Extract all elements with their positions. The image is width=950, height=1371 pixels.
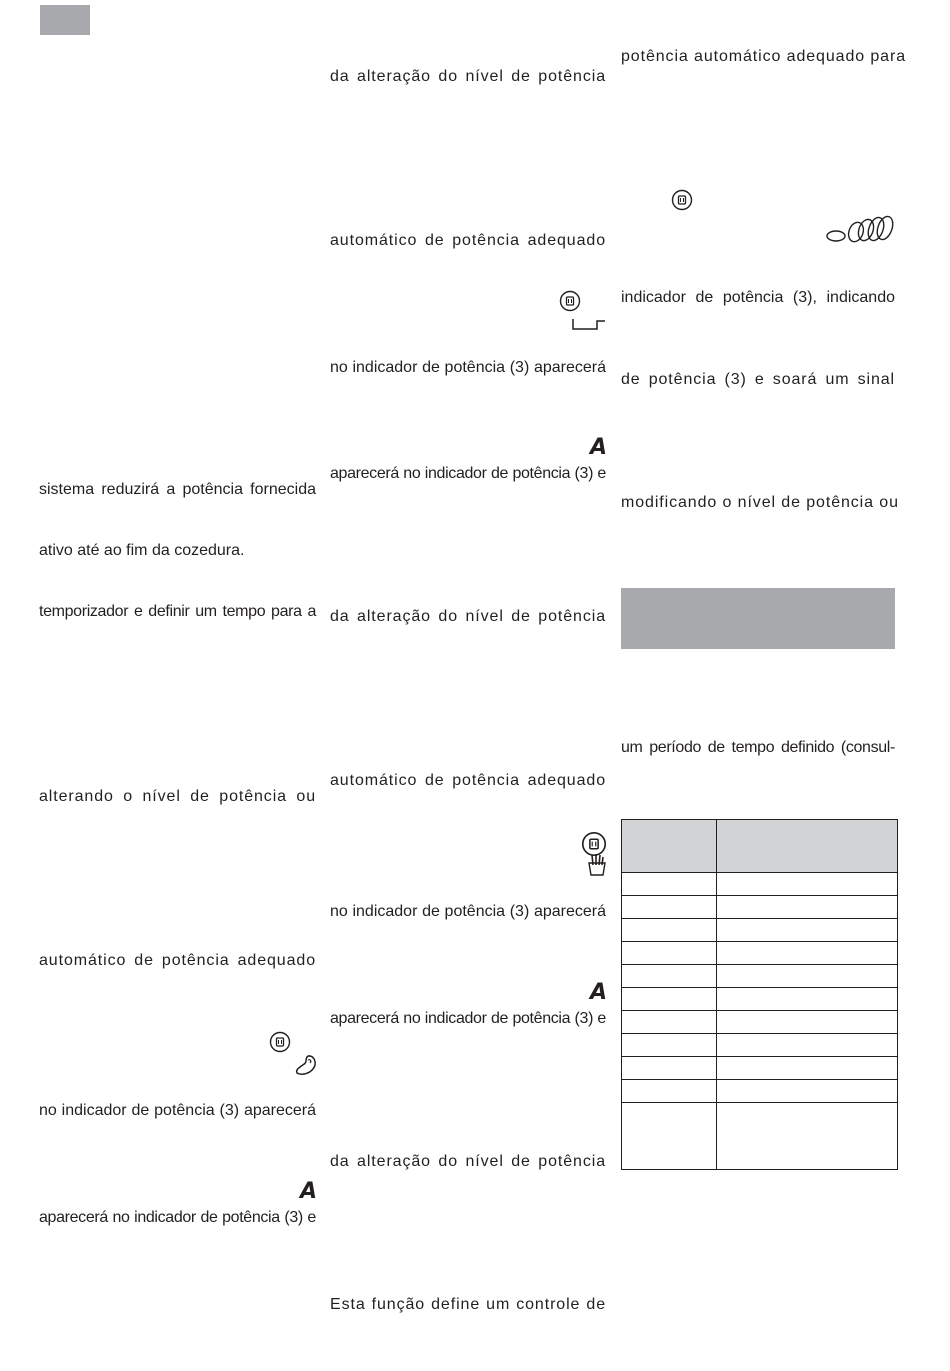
text-line: modificando o nível de potência ou [621, 494, 899, 511]
table-cell [622, 1080, 717, 1103]
table-cell [717, 873, 898, 896]
display-a-icon: A [300, 1179, 318, 1204]
text-line: aparecerá no indicador de potência (3) e [330, 1010, 606, 1027]
table-cell [717, 1103, 898, 1170]
text-line: temporizador e definir um tempo para a [39, 603, 316, 620]
text-line: um período de tempo definido (consul- [621, 739, 895, 756]
table-row [622, 942, 898, 965]
table-cell [717, 1011, 898, 1034]
display-a-icon: A [590, 435, 608, 460]
display-a-icon: A [590, 980, 608, 1005]
text-line: no indicador de potência (3) aparecerá [330, 359, 606, 376]
table-row [622, 896, 898, 919]
text-line: Esta função define um controle de [330, 1296, 606, 1313]
table-cell [717, 896, 898, 919]
table-row [622, 873, 898, 896]
table-cell [622, 1034, 717, 1057]
text-line: automático de potência adequado [330, 232, 606, 249]
table-row [622, 1057, 898, 1080]
table-row [622, 1011, 898, 1034]
text-line: alterando o nível de potência ou [39, 788, 316, 805]
table-cell [622, 942, 717, 965]
table-row [622, 1034, 898, 1057]
pot-program-icon [559, 290, 581, 312]
text-line: da alteração do nível de potência [330, 1153, 606, 1170]
pot-program-icon [671, 189, 693, 211]
table-row [622, 965, 898, 988]
table-cell [717, 1034, 898, 1057]
table-cell [717, 965, 898, 988]
text-line: ativo até ao fim da cozedura. [39, 542, 245, 559]
table-row [622, 1103, 898, 1170]
power-level-table [621, 819, 898, 1170]
text-line: no indicador de potência (3) aparecerá [39, 1102, 316, 1119]
pot-program-icon [269, 1031, 291, 1053]
header-tab [40, 5, 90, 35]
table-cell [717, 988, 898, 1011]
table-header-cell [622, 820, 717, 873]
text-line: da alteração do nível de potência [330, 608, 606, 625]
text-line: potência automático adequado para [621, 48, 907, 65]
text-line: da alteração do nível de potência [330, 68, 606, 85]
text-line: aparecerá no indicador de potência (3) e [330, 465, 606, 482]
table-cell [717, 1080, 898, 1103]
table-row [622, 919, 898, 942]
table-header-cell [717, 820, 898, 873]
table-cell [717, 919, 898, 942]
table-cell [622, 919, 717, 942]
text-line: indicador de potência (3), indicando [621, 289, 895, 306]
table-cell [622, 965, 717, 988]
text-line: automático de potência adequado [39, 952, 316, 969]
table-row [622, 1080, 898, 1103]
table-row [622, 988, 898, 1011]
text-line: aparecerá no indicador de potência (3) e [39, 1209, 316, 1226]
table-cell [622, 1057, 717, 1080]
steak-icon [294, 1053, 318, 1077]
table-cell [622, 896, 717, 919]
text-line: no indicador de potência (3) aparecerá [330, 903, 606, 920]
table-cell [622, 873, 717, 896]
text-line: automático de potência adequado [330, 772, 606, 789]
table-cell [717, 1057, 898, 1080]
table-cell [622, 1103, 717, 1170]
table-header-row [622, 820, 898, 873]
table-cell [717, 942, 898, 965]
table-cell [622, 1011, 717, 1034]
french-fries-icon [586, 853, 608, 877]
text-line: sistema reduzirá a potência fornecida [39, 481, 316, 498]
text-line: de potência (3) e soará um sinal [621, 371, 895, 388]
section-heading-bar [621, 588, 895, 649]
sliced-food-icon [824, 214, 896, 244]
frying-pan-icon [571, 316, 607, 332]
table-cell [622, 988, 717, 1011]
